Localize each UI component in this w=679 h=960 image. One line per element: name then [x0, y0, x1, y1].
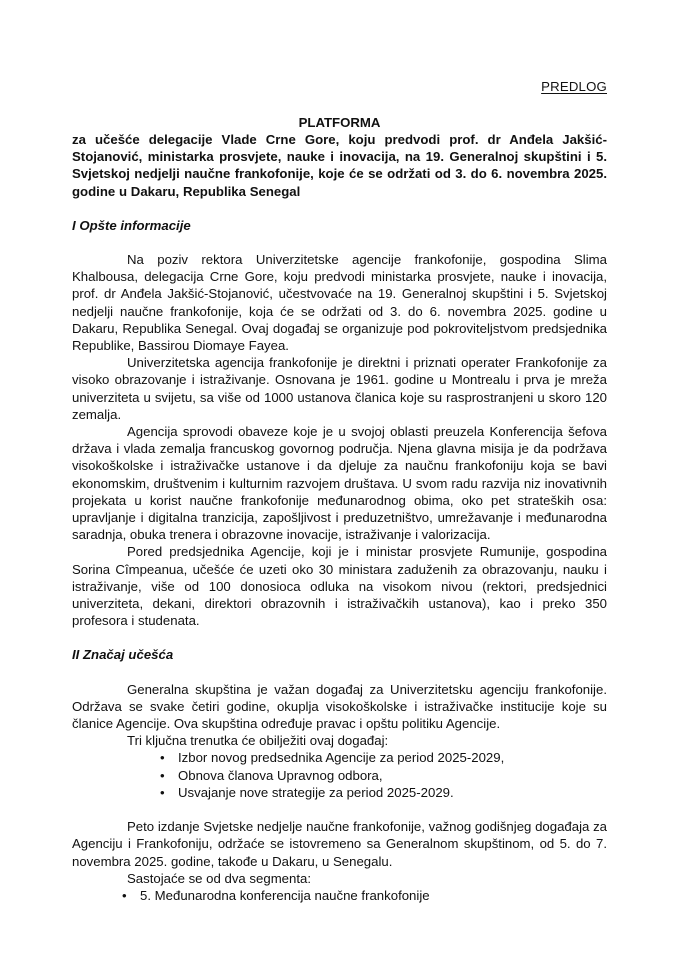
paragraph-key-moments-intro: Tri ključna trenutka će obilježiti ovaj događaj: [127, 733, 389, 749]
document-content [72, 0, 607, 904]
page-title: PLATFORMA [298, 115, 381, 130]
section-heading-importance: II Značaj učešća [72, 647, 174, 663]
paragraph-agency-mission: Agencija sprovodi obaveze koje je u svojoj oblasti preuzela Konferencija šefova država i vlada zemalja francuskog govornog područja. Njena glavna misija je da podržava visokoškolske i istraživačke ustanove i da djeluje za naučnu frankofoniju koja se bavi ekonomskim, društvenim i kulturnim razvojem društava. U svom radu razvija niz inovativnih projekata u korist naučne frankofonije međunarodnog obima, oko pet strateških osa: upravljanje i digitalna tranzicija, zapošljivost i preduzetništvo, umrežavanje i međunarodna saradnja, obuka trenera i obrazovne inovacije, istraživanje i valorizacija. [72, 424, 607, 543]
paragraph-science-week: Peto izdanje Svjetske nedjelje naučne frankofonije, važnog godišnjeg događaja za Agenciju i Frankofoniju, održaće se istovremeno sa Generalnom skupštinom, od 5. do 7. novembra 2025. godine, takođe u Dakaru, u Senegalu. [72, 819, 607, 869]
title-block [72, 114, 607, 200]
document-label-row [72, 0, 607, 96]
document-label: PREDLOG [541, 79, 607, 94]
paragraph-segments-intro: Sastojaće se od dva segmenta: [127, 870, 312, 886]
section-heading-general-info: I Opšte informacije [72, 217, 191, 233]
list-item: • Izbor novog predsednika Agencije za period 2025-2029, [72, 749, 607, 766]
paragraph-invitation: Na poziv rektora Univerzitetske agencije frankofonije, gospodina Slima Khalbousa, delegacija Crne Gore, koju predvodi ministarka prosvjete, nauke i inovacija, prof. dr Anđela Jakšić-Stojanović, učestvovaće na 19. Generalnoj skupštini i 5. Svjetskoj nedjelji naučne frankofonije, koja će se održati od 3. do 6. novembra 2025. godine u Dakaru, Republika Senegal. Ovaj događaj se organizuje pod pokroviteljstvom predsjednika Republike, Bassirou Diomaye Fayea. [72, 252, 607, 354]
paragraph-agency-overview: Univerzitetska agencija frankofonije je direktni i priznati operater Frankofonije za visoko obrazovanje i istraživanje. Osnovana je 1961. godine u Montrealu i prva je mreža univerziteta u svijetu, sa više od 1000 ustanova članica koje su rasprostranjeni u skoro 120 zemalja. [72, 355, 607, 422]
page-subtitle: za učešće delegacije Vlade Crne Gore, koju predvodi prof. dr Anđela Jakšić-Stojanović, ministarka prosvjete, nauke i inovacija, na 19. Generalnoj skupštini i 5. Svjetskoj nedjelji naučne frankofonije, koje će se održati od 3. do 6. novembra 2025. godine u Dakaru, Republika Senegal [72, 132, 607, 199]
paragraph-participants: Pored predsjednika Agencije, koji je i ministar prosvjete Rumunije, gospodina Sorina Cîmpeanua, učešće će uzeti oko 30 ministara zaduženih za obrazovanju, nauku i istraživanje, više od 100 donosioca odluka na visokom nivou (rektori, predsjednici univerziteta, dekani, direktori obrazovnih i istraživačkih ustanova), kao i preko 350 profesora i studenata. [72, 544, 607, 629]
list-segments [72, 887, 607, 904]
paragraph-assembly-importance: Generalna skupština je važan događaj za Univerzitetsku agenciju frankofonije. Održava se svake četiri godine, okuplja visokoškolske i istraživačke institucije koje su članice Agencije. Ova skupština određuje pravac i opštu politiku Agencije. [72, 681, 607, 732]
list-item: • Usvajanje nove strategije za period 2025-2029. [72, 784, 607, 801]
list-key-moments [72, 749, 607, 801]
list-item: • Obnova članova Upravnog odbora, [72, 767, 607, 784]
list-item: • 5. Međunarodna konferencija naučne frankofonije [72, 887, 607, 904]
